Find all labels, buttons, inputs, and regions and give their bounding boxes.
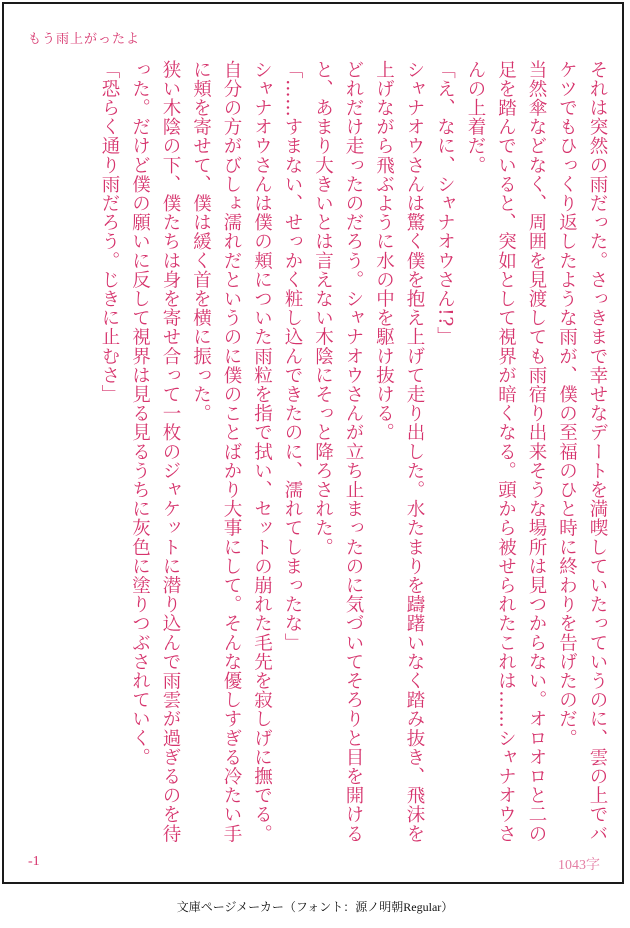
paragraph: 狭い木陰の下、僕たちは身を寄せ合って一枚のジャケットに潜り込んで雨雲が過ぎるのを待った。だけど僕の願いに反して視界は見る見るうちに灰色に塗りつぶされていく。: [129, 60, 181, 844]
body-text: [52, 60, 612, 850]
running-title: もう雨上がったよ: [28, 32, 141, 47]
paragraph: 「え、なに、シャナオウさん!?」: [434, 60, 456, 346]
paragraph: 「……すまない、せっかく粧し込んできたのに、濡れてしまったな」: [282, 60, 303, 653]
footer-caption: 文庫ページメーカー（フォント：源ノ明朝Regular）: [176, 900, 454, 914]
page-frame: [2, 2, 624, 884]
paragraph: シャナオウさんは驚く僕を抱え上げて走り出した。水たまりを躊躇いなく踏み抜き、飛沫を上げながら飛ぶように水の中を駆け抜ける。: [373, 60, 425, 844]
char-count: 1043字: [558, 858, 600, 873]
page-number: -1: [28, 854, 40, 869]
paragraph: それは突然の雨だった。さっきまで幸せなデートを満喫していたっていうのに、雲の上でバケツでもひっくり返したような雨が、僕の至福のひと時に終わりを告げたのだ。: [556, 60, 608, 844]
paragraph: 当然傘などなく、周囲を見渡しても雨宿り出来そうな場所は見つからない。オロオロと二の足を踏んでいると、突如として視界が暗くなる。頭から被せられたこれは……シャナオウさんの上着だ。: [465, 60, 547, 844]
paragraph: どれだけ走ったのだろう。シャナオウさんが立ち止まったのに気づいてそろりと目を開けると、あまり大きいとは言えない木陰にそっと降ろされた。: [312, 60, 364, 844]
paragraph: シャナオウさんは僕の頬についた雨粒を指で拭い、セットの崩れた毛先を寂しげに撫でる。自分の方がびしょ濡れだというのに僕のことばかり大事にして。そんな優しすぎる冷たい手に頬を寄せて、僕は緩く首を横に振った。: [190, 60, 273, 844]
paragraph: 「恐らく通り雨だろう。じきに止むさ」: [99, 60, 120, 404]
